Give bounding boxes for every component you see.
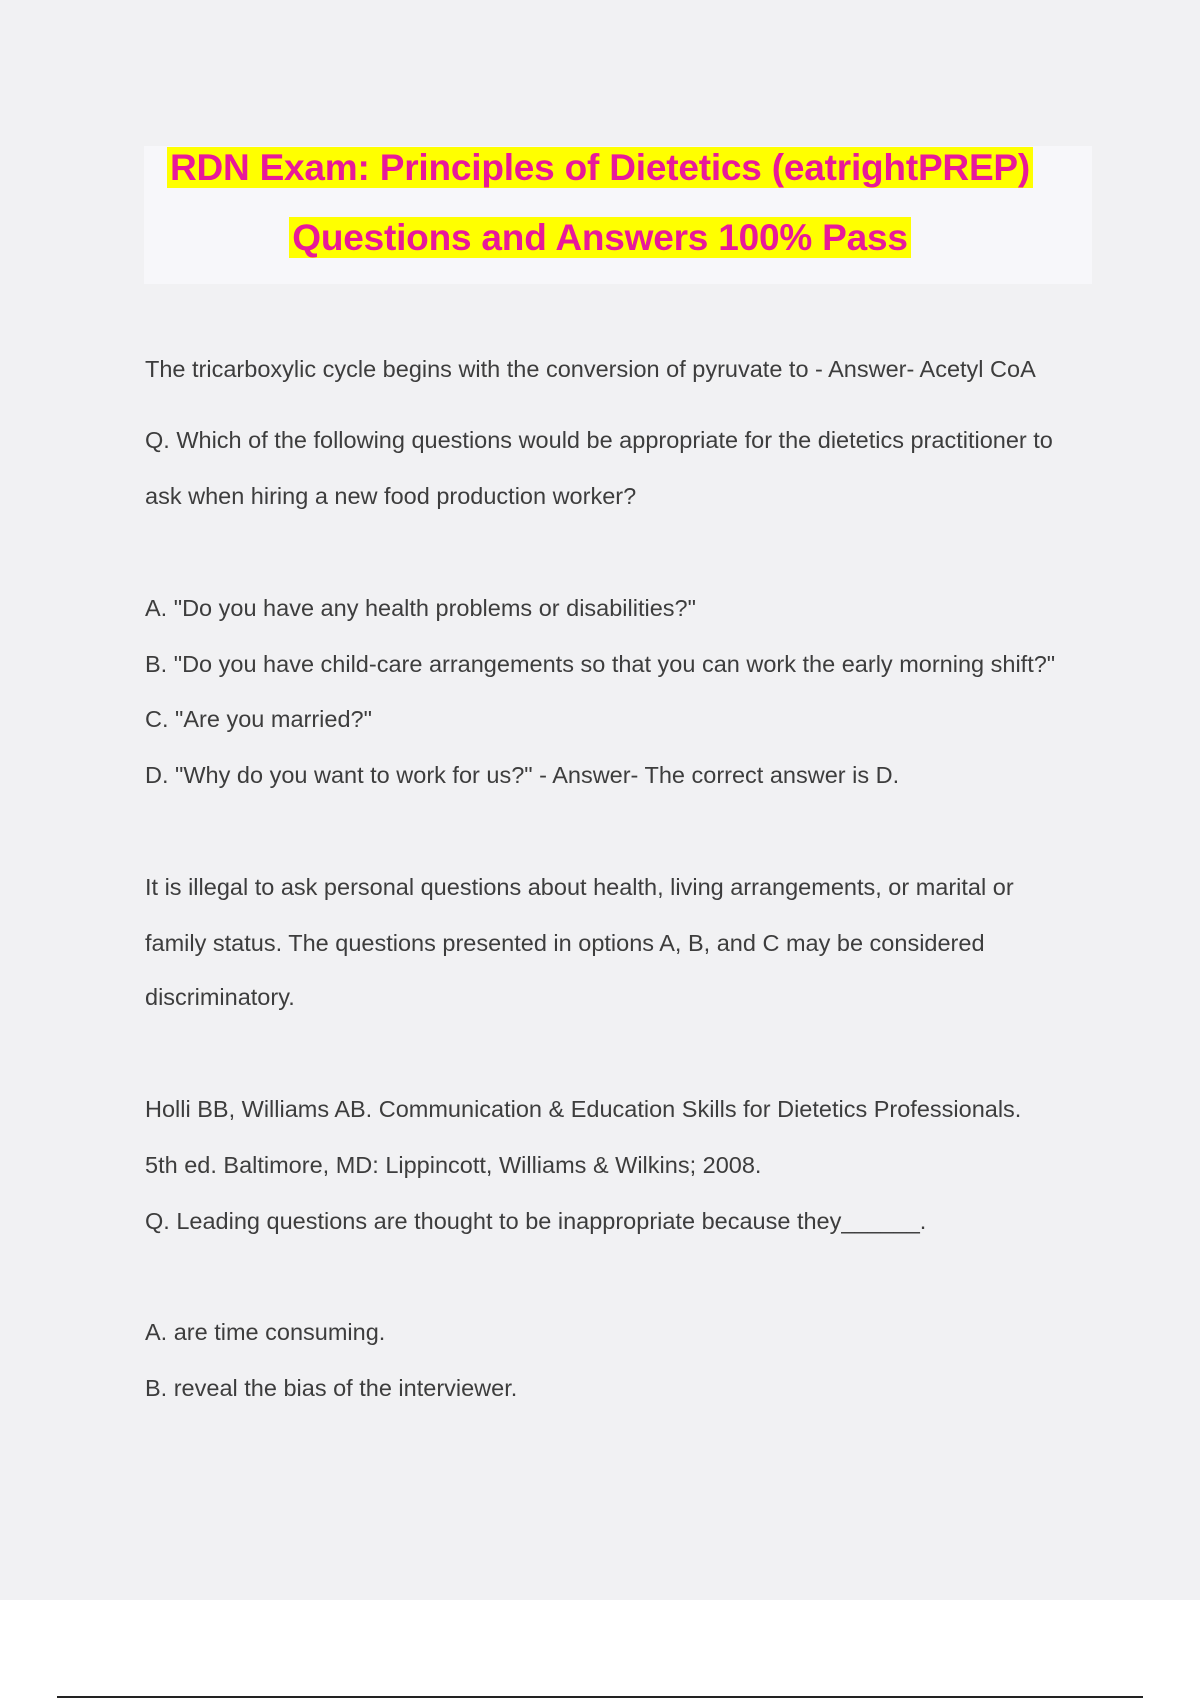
question-1-line-2: ask when hiring a new food production worker? — [145, 483, 637, 509]
reference-line-1: Holli BB, Williams AB. Communication & Education Skills for Dietetics Professionals. — [145, 1096, 1022, 1122]
reference-line-2: 5th ed. Baltimore, MD: Lippincott, Williams & Wilkins; 2008. — [145, 1152, 762, 1178]
footer-divider — [57, 1696, 1143, 1698]
option-b: B. "Do you have child-care arrangements so that you can work the early morning shift?" — [145, 651, 1056, 677]
explanation-line-1: It is illegal to ask personal questions about health, living arrangements, or marital or — [145, 874, 1014, 900]
question-1-line-1: Q. Which of the following questions would be appropriate for the dietetics practitioner to — [145, 427, 1053, 453]
question-2-option-b: B. reveal the bias of the interviewer. — [145, 1375, 518, 1401]
option-c: C. "Are you married?" — [145, 706, 372, 732]
question-2: Q. Leading questions are thought to be inappropriate because they______. — [145, 1208, 927, 1234]
document-title-line-2 — [0, 216, 1200, 260]
title-highlight-1: RDN Exam: Principles of Dietetics (eatrightPREP) — [167, 147, 1033, 188]
explanation-line-3: discriminatory. — [145, 984, 295, 1010]
document-title-line-1 — [0, 146, 1200, 190]
title-highlight-2: Questions and Answers 100% Pass — [289, 217, 911, 258]
answer-line-tca: The tricarboxylic cycle begins with the conversion of pyruvate to - Answer- Acetyl CoA — [145, 356, 1036, 382]
question-2-option-a: A. are time consuming. — [145, 1319, 386, 1345]
explanation-line-2: family status. The questions presented in options A, B, and C may be considered — [145, 930, 985, 956]
option-d-answer: D. "Why do you want to work for us?" - Answer- The correct answer is D. — [145, 762, 900, 788]
option-a: A. "Do you have any health problems or disabilities?" — [145, 595, 696, 621]
